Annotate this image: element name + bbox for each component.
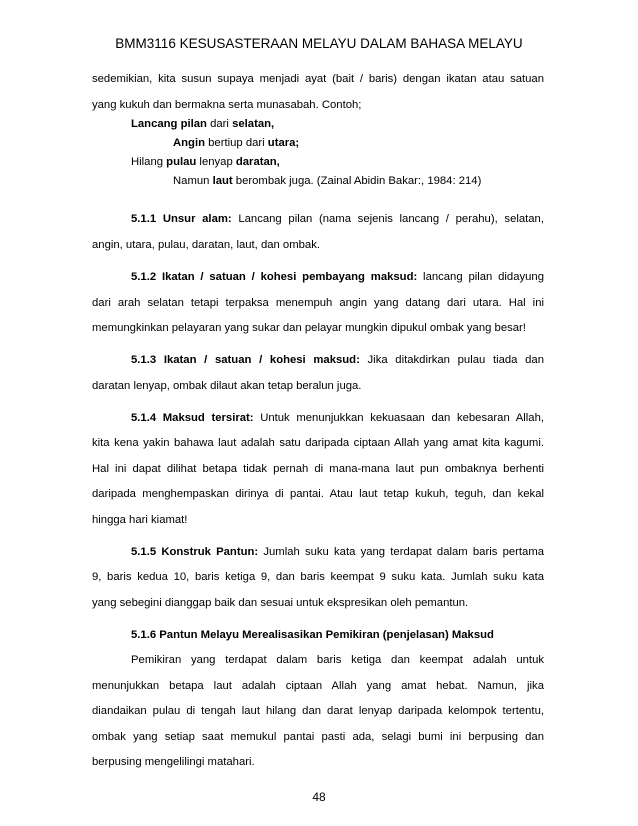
- pantun-line-4: Namun laut berombak juga. (Zainal Abidin Bakar:, 1984: 214): [173, 175, 482, 187]
- pantun-line-2: Angin bertiup dari utara;: [173, 137, 300, 149]
- section-5-1-3-line-2: daratan lenyap, ombak dilaut akan tetap beralun juga.: [92, 380, 362, 392]
- pantun-line-1: Lancang pilan dari selatan,: [131, 118, 275, 130]
- section-5-1-6-line-1: Pemikiran yang terdapat dalam baris ketiga dan keempat adalah untuk: [131, 654, 544, 666]
- section-5-1-6-line-2: menunjukkan betapa laut adalah ciptaan Allah yang amat hebat. Namun, jika: [92, 680, 544, 692]
- section-5-1-4-line-3: Hal ini dapat dilihat betapa tidak pernah di mana-mana laut pun ombaknya berhenti: [92, 463, 544, 475]
- pantun-line-3: Hilang pulau lenyap daratan,: [131, 156, 280, 168]
- page-number: 48: [312, 790, 326, 804]
- section-5-1-5-line-3: yang sebegini dianggap baik dan sesuai untuk ekspresikan oleh pemantun.: [92, 597, 469, 609]
- section-5-1-2-line-1: 5.1.2 Ikatan / satuan / kohesi pembayang maksud: lancang pilan didayung: [131, 271, 544, 283]
- intro-line-2: yang kukuh dan bermakna serta munasabah. Contoh;: [92, 99, 362, 111]
- section-5-1-1-line-2: angin, utara, pulau, daratan, laut, dan ombak.: [92, 239, 320, 251]
- section-5-1-4-line-5: hingga hari kiamat!: [92, 514, 188, 526]
- section-5-1-2-line-2: dari arah selatan tetapi terpaksa menempuh angin yang datang dari utara. Hal ini: [92, 297, 544, 309]
- section-5-1-6-heading: 5.1.6 Pantun Melayu Merealisasikan Pemikiran (penjelasan) Maksud: [131, 629, 494, 641]
- section-5-1-4-line-4: daripada menghempaskan dirinya di pantai. Atau laut tetap kukuh, teguh, dan kekal: [92, 488, 544, 500]
- section-5-1-2-line-3: memungkinkan pelayaran yang sukar dan pelayar mungkin dipukul ombak yang besar!: [92, 322, 526, 334]
- section-5-1-6-line-3: diandaikan pulau di tengah laut hilang dan darat lenyap daripada kelompok tertentu,: [92, 705, 544, 717]
- section-5-1-3-line-1: 5.1.3 Ikatan / satuan / kohesi maksud: Jika ditakdirkan pulau tiada dan: [131, 354, 544, 366]
- section-5-1-1-line-1: 5.1.1 Unsur alam: Lancang pilan (nama sejenis lancang / perahu), selatan,: [131, 213, 544, 225]
- section-5-1-4-line-1: 5.1.4 Maksud tersirat: Untuk menunjukkan kekuasaan dan kebesaran Allah,: [131, 412, 545, 424]
- page-header: BMM3116 KESUSASTERAAN MELAYU DALAM BAHASA MELAYU: [115, 36, 523, 51]
- section-5-1-5-line-2: 9, baris kedua 10, baris ketiga 9, dan baris keempat 9 suku kata. Jumlah suku kata: [92, 571, 544, 583]
- section-5-1-6-line-5: berpusing mengelilingi matahari.: [92, 756, 255, 768]
- section-5-1-4-line-2: kita kena yakin bahawa laut adalah satu daripada ciptaan Allah yang amat kita kagumi.: [92, 437, 544, 449]
- section-5-1-5-line-1: 5.1.5 Konstruk Pantun: Jumlah suku kata yang terdapat dalam baris pertama: [131, 546, 545, 558]
- intro-line-1: sedemikian, kita susun supaya menjadi ayat (bait / baris) dengan ikatan atau satuan: [92, 73, 544, 85]
- section-5-1-6-line-4: ombak yang setiap saat memukul pantai pasti ada, selagi bumi ini berpusing dan: [92, 731, 544, 743]
